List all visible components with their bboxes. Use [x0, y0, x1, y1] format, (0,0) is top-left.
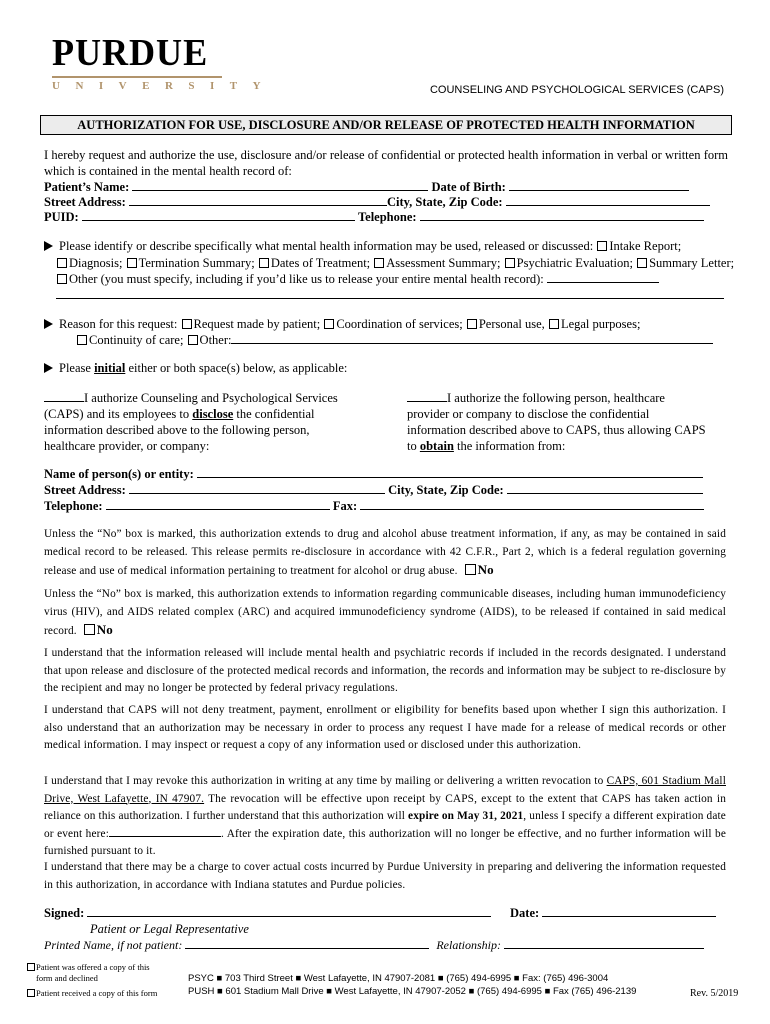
reason-row-2 [76, 332, 713, 348]
patient-name-label: Patient’s Name: [44, 180, 130, 194]
entity-name-label: Name of person(s) or entity: [44, 467, 194, 481]
form-title: AUTHORIZATION FOR USE, DISCLOSURE AND/OR RELEASE OF PROTECTED HEALTH INFORMATION [40, 115, 732, 135]
printed-name-label: Printed Name, if not patient: [44, 938, 183, 952]
signature-date-row [510, 905, 716, 921]
assessment-summary-label: Assessment Summary; [386, 256, 501, 270]
drug-alcohol-text: Unless the “No” box is marked, this authorization extends to drug and alcohol abuse treatment information, if any, as may be contained in said medical record to be released. This release permits re-disclosure in accordance with 42 C.F.R., Part 2, which is a federal regulation governing release and use of medical information pertaining to treatment for alcohol or drug abuse. [44, 528, 726, 577]
telephone-label: Telephone: [357, 210, 417, 224]
copy-received-checkbox[interactable] [27, 989, 35, 997]
copy-received [26, 988, 157, 999]
assessment-summary-checkbox[interactable] [374, 258, 384, 268]
entity-fax-field[interactable] [360, 498, 704, 510]
obtain-text-c: information described above to CAPS, thus allowing CAPS [407, 423, 706, 437]
charge-paragraph: I understand that there may be a charge to cover actual costs incurred by Purdue University in preparing and delivering the information requested in this authorization, in accordance with Indiana statutes and Purdue policies. [44, 861, 726, 891]
relationship-label: Relationship: [436, 938, 501, 952]
patient-puid-row [44, 209, 704, 225]
entity-name-field[interactable] [197, 466, 703, 478]
continuity-of-care-label: Continuity of care; [89, 333, 184, 347]
summary-letter-checkbox[interactable] [637, 258, 647, 268]
intake-report-label: Intake Report; [609, 239, 682, 253]
revoke-address: CAPS, 601 Stadium Mall Drive, West Lafayette, IN 47907. [44, 775, 726, 805]
revoke-text-b: The revocation will be effective upon receipt by CAPS, except to the extent that CAPS has taken action in reliance on this authorization. I further understand that this authorization will [44, 792, 726, 822]
hiv-no-label: No [96, 622, 113, 637]
push-address: PUSH ■ 601 Stadium Mall Drive ■ West Lafayette, IN 47907-2052 ■ (765) 494-6995 ■ Fax (765) 496-2139 [188, 986, 637, 997]
hiv-no-checkbox[interactable] [84, 624, 95, 635]
dob-field[interactable] [509, 179, 689, 191]
arrow-bullet-icon [44, 241, 53, 251]
psychiatric-evaluation-label: Psychiatric Evaluation; [516, 256, 633, 270]
arrow-bullet-icon [44, 363, 53, 373]
patient-name-field[interactable] [132, 179, 428, 191]
info-prompt: Please identify or describe specifically what mental health information may be used, released or discussed: [59, 239, 594, 253]
release-paragraph: I understand that the information released will include mental health and psychiatric records if included in the records designated. I understand that upon release and disclosure of the protected medical records and information, the records and information may be subject to re-disclosure by the recipient and may no longer be protected by federal privacy regulations. [44, 647, 726, 694]
telephone-field[interactable] [420, 209, 704, 221]
revoke-paragraph [44, 773, 726, 861]
copy-offered [26, 962, 150, 984]
coordination-label: Coordination of services; [336, 317, 463, 331]
psychiatric-evaluation-checkbox[interactable] [505, 258, 515, 268]
relationship-field[interactable] [504, 937, 704, 949]
info-other-field[interactable] [547, 271, 659, 283]
psyc-address: PSYC ■ 703 Third Street ■ West Lafayette, IN 47907-2081 ■ (765) 494-6995 ■ Fax: (765) 496-3004 [188, 973, 609, 984]
personal-use-checkbox[interactable] [467, 319, 477, 329]
expiration-event-field[interactable] [109, 826, 221, 837]
disclose-text-d: information described above to the following person, [44, 423, 310, 437]
copy-offered-text-a: Patient was offered a copy of this [36, 962, 150, 972]
puid-field[interactable] [82, 209, 355, 221]
coordination-checkbox[interactable] [324, 319, 334, 329]
obtain-text-a: I authorize the following person, healthcare [447, 391, 665, 405]
obtain-text-d: to [407, 439, 417, 453]
obtain-text-b: provider or company to disclose the confidential [407, 407, 650, 421]
termination-summary-checkbox[interactable] [127, 258, 137, 268]
patient-address-row [44, 194, 710, 210]
request-by-patient-label: Request made by patient; [193, 317, 321, 331]
signed-label: Signed [44, 906, 81, 920]
disclose-block [44, 390, 338, 454]
reason-prompt: Reason for this request: [59, 317, 178, 331]
city-state-zip-field[interactable] [506, 194, 710, 206]
obtain-text-e: the information from: [457, 439, 566, 453]
signature-date-label: Date: [510, 906, 540, 920]
disclose-text-b: (CAPS) and its employees to [44, 407, 190, 421]
entity-street-label: Street Address: [44, 483, 126, 497]
revoke-text-d: . After the expiration date, this authorization will no longer be effective, and no further information will be furnished pursuant to it. [44, 827, 727, 857]
disclose-text-a: I authorize Counseling and Psychological Services [84, 391, 338, 405]
legal-purposes-checkbox[interactable] [549, 319, 559, 329]
disclose-verb: disclose [192, 407, 234, 421]
info-prompt-row [44, 238, 681, 254]
entity-city-label: City, State, Zip Code: [388, 483, 504, 497]
reason-other-label: Other: [199, 333, 232, 347]
no-deny-paragraph: I understand that CAPS will not deny treatment, payment, enrollment or eligibility for benefits based upon whether I sign this authorization. I also understand that an authorization may be necessary in order to process any request I have made for a release of medical records or other medical information. I may inspect or request a copy of any information used or disclosed under this authorization. [44, 704, 726, 751]
termination-summary-label: Termination Summary; [138, 256, 255, 270]
entity-phone-row [44, 498, 704, 514]
diagnosis-label: Diagnosis; [69, 256, 123, 270]
personal-use-label: Personal use, [478, 317, 545, 331]
signature-role: Patient or Legal Representative [90, 922, 249, 936]
obtain-block [407, 390, 706, 454]
street-address-field[interactable] [129, 194, 387, 206]
disclose-text-e: healthcare provider, or company: [44, 439, 210, 453]
department-name: COUNSELING AND PSYCHOLOGICAL SERVICES (CAPS) [429, 84, 724, 96]
copy-offered-checkbox[interactable] [27, 963, 35, 971]
reason-other-field[interactable] [231, 332, 713, 344]
initial-prompt-suffix: either or both space(s) below, as applicable: [128, 361, 348, 375]
arrow-bullet-icon [44, 319, 53, 329]
revision-label: Rev. 5/2019 [690, 988, 739, 999]
drug-alcohol-paragraph [44, 526, 726, 581]
patient-name-row [44, 179, 689, 195]
revoke-text-c: , unless I specify a different expiration date or event here: [44, 810, 726, 840]
initial-prompt-prefix: Please [59, 361, 91, 375]
dob-label: Date of Birth: [431, 180, 506, 194]
continuity-of-care-checkbox[interactable] [77, 335, 87, 345]
logo-divider [52, 76, 222, 78]
diagnosis-checkbox[interactable] [57, 258, 67, 268]
purdue-logo: PURDUE [52, 32, 209, 74]
disclose-initial-field[interactable] [44, 390, 84, 402]
copy-received-text: Patient received a copy of this form [36, 988, 158, 998]
info-options-row [56, 255, 734, 271]
signature-row: Signed: [44, 905, 491, 921]
reason-row [44, 316, 640, 332]
signature-date-field[interactable] [542, 905, 716, 917]
entity-street-field[interactable] [129, 482, 385, 494]
hiv-paragraph [44, 586, 726, 641]
legal-purposes-label: Legal purposes; [560, 317, 641, 331]
hiv-text: Unless the “No” box is marked, this authorization extends to information regarding communicable diseases, including human immunodeficiency virus (HIV), and AIDS related complex (ARC) and acquired immunodeficiency syndrome (AIDS), to be released if contained in said medical record. [44, 588, 726, 637]
copy-offered-text-b: form and declined [36, 973, 98, 983]
dates-of-treatment-checkbox[interactable] [259, 258, 269, 268]
intake-report-checkbox[interactable] [597, 241, 607, 251]
entity-name-row [44, 466, 703, 482]
info-other-row [56, 271, 659, 287]
logo-university: UNIVERSITY [52, 80, 277, 92]
puid-label: PUID: [44, 210, 79, 224]
request-by-patient-checkbox[interactable] [182, 319, 192, 329]
entity-fax-label: Fax: [332, 499, 358, 513]
obtain-verb: obtain [419, 439, 454, 453]
intro-text: I hereby request and authorize the use, disclosure and/or release of confidential or protected health information in verbal or written form which is contained in the mental health record of: [44, 148, 728, 178]
printed-name-row [44, 937, 704, 953]
entity-telephone-label: Telephone: [44, 499, 103, 513]
reason-other-checkbox[interactable] [188, 335, 198, 345]
signature-field[interactable] [87, 905, 491, 917]
drug-alcohol-no-checkbox[interactable] [465, 564, 476, 575]
entity-city-field[interactable] [507, 482, 703, 494]
printed-name-field[interactable] [185, 937, 429, 949]
summary-letter-label: Summary Letter; [649, 256, 735, 270]
city-state-zip-label: City, State, Zip Code: [386, 195, 503, 209]
drug-alcohol-no-label: No [477, 562, 494, 577]
revoke-text-a: I understand that I may revoke this authorization in writing at any time by mailing or delivering a written revocation to [44, 775, 604, 787]
info-other-field-line2[interactable] [56, 298, 724, 299]
initial-prompt-row [44, 360, 347, 376]
initial-emphasis: initial [94, 361, 126, 375]
disclose-text-c: the confidential [236, 407, 315, 421]
entity-telephone-field[interactable] [106, 498, 330, 510]
entity-address-row [44, 482, 703, 498]
info-other-checkbox[interactable] [57, 274, 67, 284]
obtain-initial-field[interactable] [407, 390, 447, 402]
street-address-label: Street Address: [44, 195, 126, 209]
revoke-expiration: expire on May 31, 2021 [408, 810, 524, 822]
dates-of-treatment-label: Dates of Treatment; [270, 256, 371, 270]
info-other-label: Other (you must specify, including if you’d like us to release your entire mental health record): [69, 272, 544, 286]
